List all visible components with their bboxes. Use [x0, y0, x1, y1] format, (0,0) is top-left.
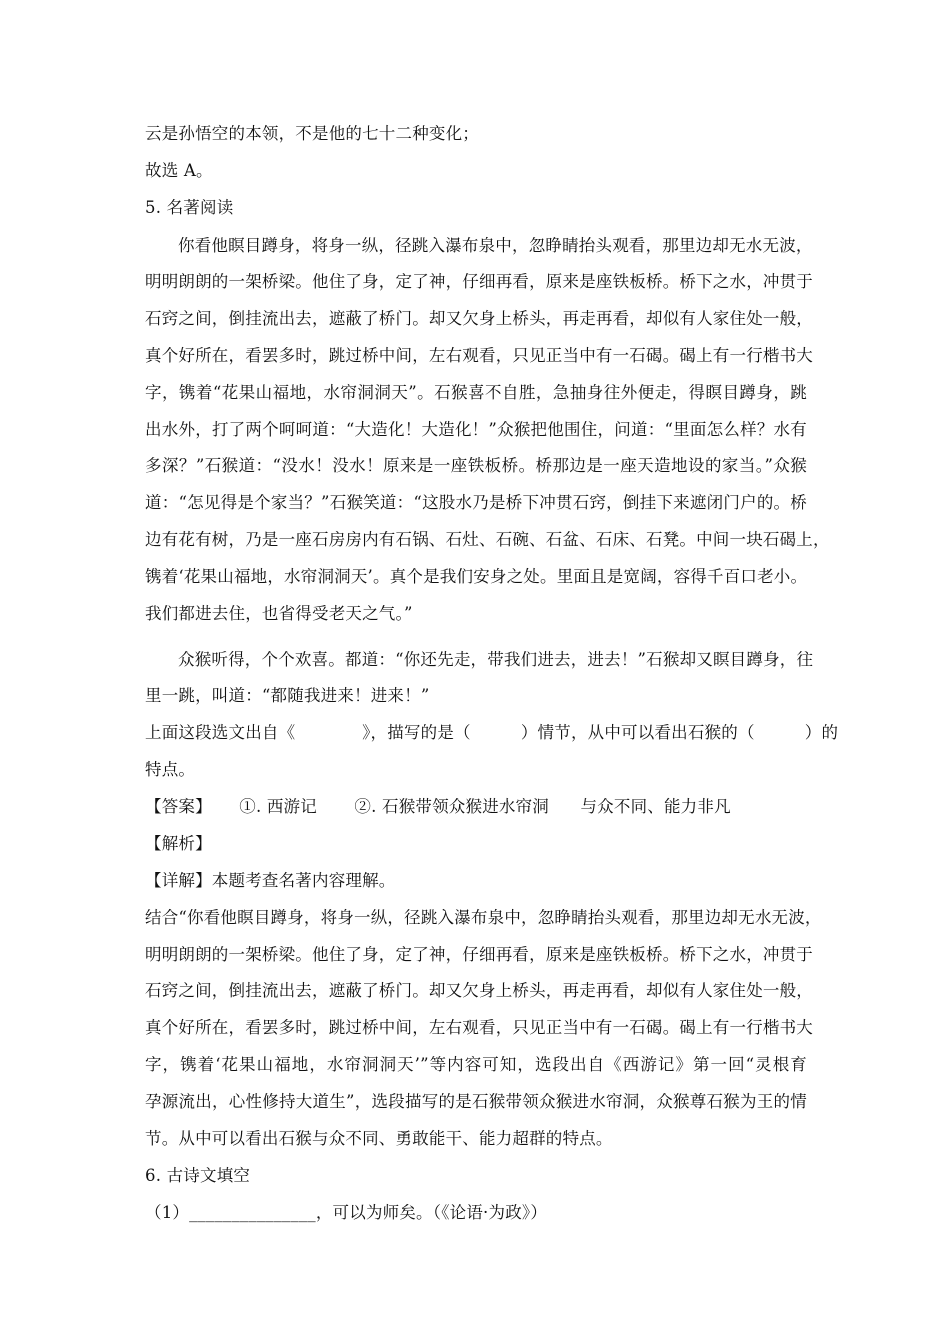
passage-line: 出水外，打了两个呵呵道：“大造化！大造化！”众猴把他围住，问道：“里面怎么样？水有 [145, 420, 807, 439]
passage-line: 道：“怎见得是个家当？”石猴笑道：“这股水乃是桥下冲贯石窍，倒挂下来遮闭门户的。桥 [145, 493, 807, 512]
q6-item-1-prefix: （1） [145, 1203, 190, 1222]
fill-blank: _______________ [189, 1203, 316, 1222]
passage-line: 多深？”石猴道：“没水！没水！原来是一座铁板桥。桥那边是一座天造地设的家当。”众猴 [145, 456, 807, 475]
passage-line: 真个好所在，看罢多时，跳过桥中间，左右观看，只见正当中有一石碣。碣上有一行楷书大 [145, 346, 813, 365]
passage-line: 你看他瞑目蹲身，将身一纵，径跳入瀑布泉中，忽睁睛抬头观看，那里边却无水无波， [178, 236, 813, 255]
answer-label: 【答案】 [145, 797, 212, 816]
q6-title: 6. 古诗文填空 [145, 1166, 251, 1185]
detail-line: 【详解】本题考查名著内容理解。 [145, 871, 396, 890]
explanation-line: 字，镌着‘花果山福地，水帘洞洞天’”等内容可知，选段出自《西游记》第一回“灵根育 [145, 1055, 807, 1074]
passage-line: 镌着‘花果山福地，水帘洞洞天’。真个是我们安身之处。里面且是宽阔，容得千百口老小。 [145, 567, 808, 586]
q6-item-1-suffix: ，可以为师矣。（《论语·为政》） [315, 1203, 548, 1222]
q6-item-1 [145, 1203, 547, 1223]
explanation-line: 结合“你看他瞑目蹲身，将身一纵，径跳入瀑布泉中，忽睁睛抬头观看，那里边却无水无波， [145, 908, 822, 927]
answer-2: ②. 石猴带领众猴进水帘洞 [354, 797, 550, 816]
explanation-line: 石窍之间，倒挂流出去，遮蔽了桥门。却又欠身上桥头，再走再看，却似有人家住处一般， [145, 981, 813, 1000]
explanation-line: 明明朗朗的一架桥梁。他住了身，定了神，仔细再看，原来是座铁板桥。桥下之水，冲贯于 [145, 945, 813, 964]
passage-line: 字，镌着“花果山福地，水帘洞洞天”。石猴喜不自胜，急抽身往外便走，得瞑目蹲身，跳 [145, 383, 807, 402]
answer-3: 与众不同、能力非凡 [580, 797, 731, 816]
q4-tail-line-2: 故选 A。 [145, 161, 213, 180]
passage-line: 石窍之间，倒挂流出去，遮蔽了桥门。却又欠身上桥头，再走再看，却似有人家住处一般， [145, 309, 813, 328]
analysis-label: 【解析】 [145, 834, 212, 853]
passage-line: 明明朗朗的一架桥梁。他住了身，定了神，仔细再看，原来是座铁板桥。桥下之水，冲贯于 [145, 272, 813, 291]
answer-line [145, 797, 731, 817]
q5-title: 5. 名著阅读 [145, 198, 234, 217]
passage-line: 边有花有树，乃是一座石房房内有石锅、石灶、石碗、石盆、石床、石凳。中间一块石碣上， [145, 530, 830, 549]
explanation-line: 真个好所在，看罢多时，跳过桥中间，左右观看，只见正当中有一石碣。碣上有一行楷书大 [145, 1018, 813, 1037]
answer-1: ①. 西游记 [239, 797, 317, 816]
explanation-line: 节。从中可以看出石猴与众不同、勇敢能干、能力超群的特点。 [145, 1129, 613, 1148]
q4-tail-line-1: 云是孙悟空的本领，不是他的七十二种变化； [145, 124, 479, 143]
passage-line: 我们都进去住，也省得受老天之气。” [145, 604, 413, 623]
question-line: 上面这段选文出自《 》，描写的是（ ）情节，从中可以看出石猴的（ ）的 [145, 723, 839, 742]
question-line: 特点。 [145, 760, 196, 779]
passage-line: 里一跳，叫道：“都随我进来！进来！” [145, 686, 430, 705]
passage-line: 众猴听得，个个欢喜。都道：“你还先走，带我们进去，进去！”石猴却又瞑目蹲身，往 [178, 650, 814, 669]
explanation-line: 孕源流出，心性修持大道生”，选段描写的是石猴带领众猴进水帘洞，众猴尊石猴为王的情 [145, 1092, 807, 1111]
